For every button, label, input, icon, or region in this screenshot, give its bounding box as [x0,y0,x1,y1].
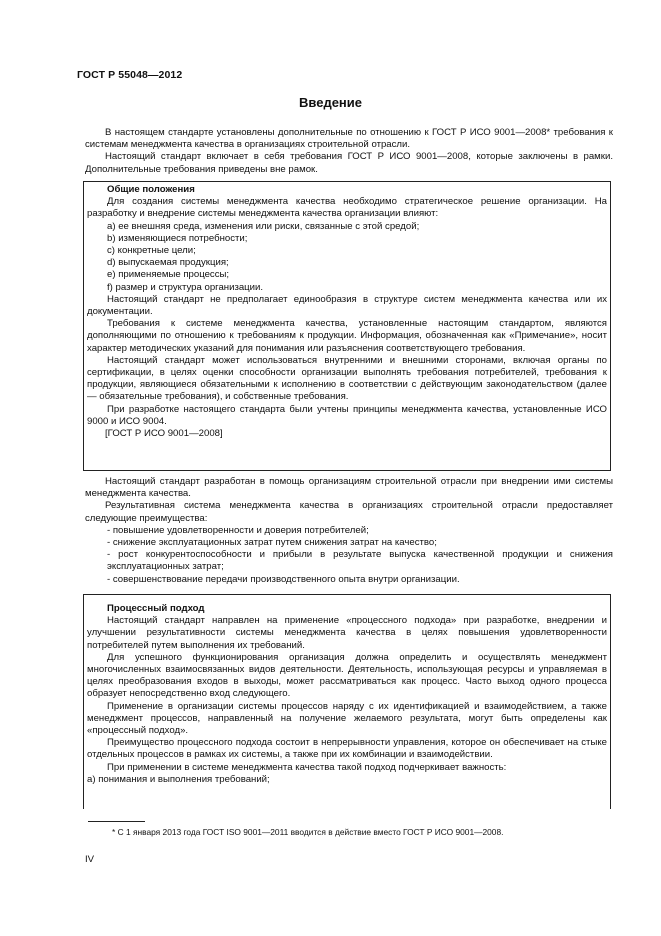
list-item: c) конкретные цели; [107,245,196,257]
box-paragraph: Настоящий стандарт направлен на применение «процессного подхода» при разработке, внедрении и улучшении результативности системы менеджмента качества в целях повышения удовлетворенности потребителей путем выполнения их требований. [87,615,607,651]
footnote-rule [88,821,145,822]
mid-paragraph-1: Настоящий стандарт разработан в помощь организациям строительной отрасли при внедрении ими системы менеджмента качества. [85,476,613,500]
footnote: * С 1 января 2013 года ГОСТ ISO 9001—2011 вводится в действие вместо ГОСТ Р ИСО 9001—2008. [112,827,504,837]
page-number: IV [85,854,95,865]
box-paragraph: Для успешного функционирования организация должна определить и осуществлять менеджмент многочисленных взаимосвязанных видов деятельности. Деятельность, использующая ресурсы и управляемая в целях преобразования входов в выходы, может рассматриваться как процесс. Часто выход одного процесса образует непосредственно вход следующего. [87,651,607,700]
box-heading: Общие положения [107,184,195,195]
box-heading: Процессный подход [107,603,205,614]
intro-paragraph-2: Настоящий стандарт включает в себя требования ГОСТ Р ИСО 9001—2008, которые заключены в рамки. Дополнительные требования приведены вне рамок. [85,151,613,175]
document-header: ГОСТ Р 55048—2012 [77,69,183,81]
list-item: а) понимания и выполнения требований; [87,773,270,785]
intro-text [85,127,613,176]
bullet-item: - повышение удовлетворенности и доверия потребителей; [107,524,369,536]
list-item: а) ее внешняя среда, изменения или риски, связанные с этой средой; [107,220,420,232]
box-paragraph: При применении в системе менеджмента качества такой подход подчеркивает важность: [107,761,507,773]
reference: [ГОСТ Р ИСО 9001—2008] [105,428,223,440]
box-paragraph: Преимущество процессного подхода состоит в непрерывности управления, которое он обеспечивает на стыке отдельных процессов в рамках их системы, а также при их комбинации и взаимодействии. [87,737,607,761]
box-paragraph: Настоящий стандарт может использоваться внутренними и внешними сторонами, включая органы по сертификации, в целях оценки способности организации выполнять требования потребителей, требования к продукции, являющиеся обязательными к исполнению в соответствии с действующим законодательством (далее — обязательные требования), и собственные требования. [87,354,607,403]
intro-paragraph-1: В настоящем стандарте установлены дополнительные по отношению к ГОСТ Р ИСО 9001—2008* требования к системам менеджмента качества в организациях строительной отрасли. [85,127,613,151]
bullet-item: - рост конкурентоспособности и прибыли в результате выпуска качественной продукции и снижения эксплуатационных затрат; [107,549,613,573]
box-paragraph: Настоящий стандарт не предполагает единообразия в структуре систем менеджмента качества или их документации. [87,293,607,318]
bullet-item: - снижение эксплуатационных затрат путем снижения затрат на качество; [107,537,437,549]
process-approach-box [83,594,611,809]
list-item: e) применяемые процессы; [107,269,230,281]
mid-paragraph-2: Результативная система менеджмента качества в организациях строительной отрасли предоставляет следующие преимущества: [85,500,613,524]
box-paragraph: При разработке настоящего стандарта были учтены принципы менеджмента качества, установленные ИСО 9000 и ИСО 9004. [87,403,607,427]
section-title: Введение [299,95,362,110]
list-item: b) изменяющиеся потребности; [107,232,248,244]
list-item: f) размер и структура организации. [107,281,264,293]
mid-text [85,476,613,586]
box-paragraph: Для создания системы менеджмента качества необходимо стратегическое решение организации. На разработку и внедрение системы менеджмента качества организации влияют: [87,196,607,220]
box-paragraph: Требования к системе менеджмента качества, установленные настоящим стандартом, являются дополняющими по отношению к требованиям к продукции. Информация, обозначенная как «Примечание», носит характер методических указаний для понимания или разъяснения соответствующего требования. [87,318,607,354]
general-provisions-box [83,181,611,471]
list-item: d) выпускаемая продукция; [107,257,229,269]
bullet-item: - совершенствование передачи производственного опыта внутри организации. [107,573,460,585]
box-paragraph: Применение в организации системы процессов наряду с их идентификацией и взаимодействием, а также менеджмент процессов, направленный на получение желаемого результата, могут быть определены как «процессный подход». [87,700,607,737]
